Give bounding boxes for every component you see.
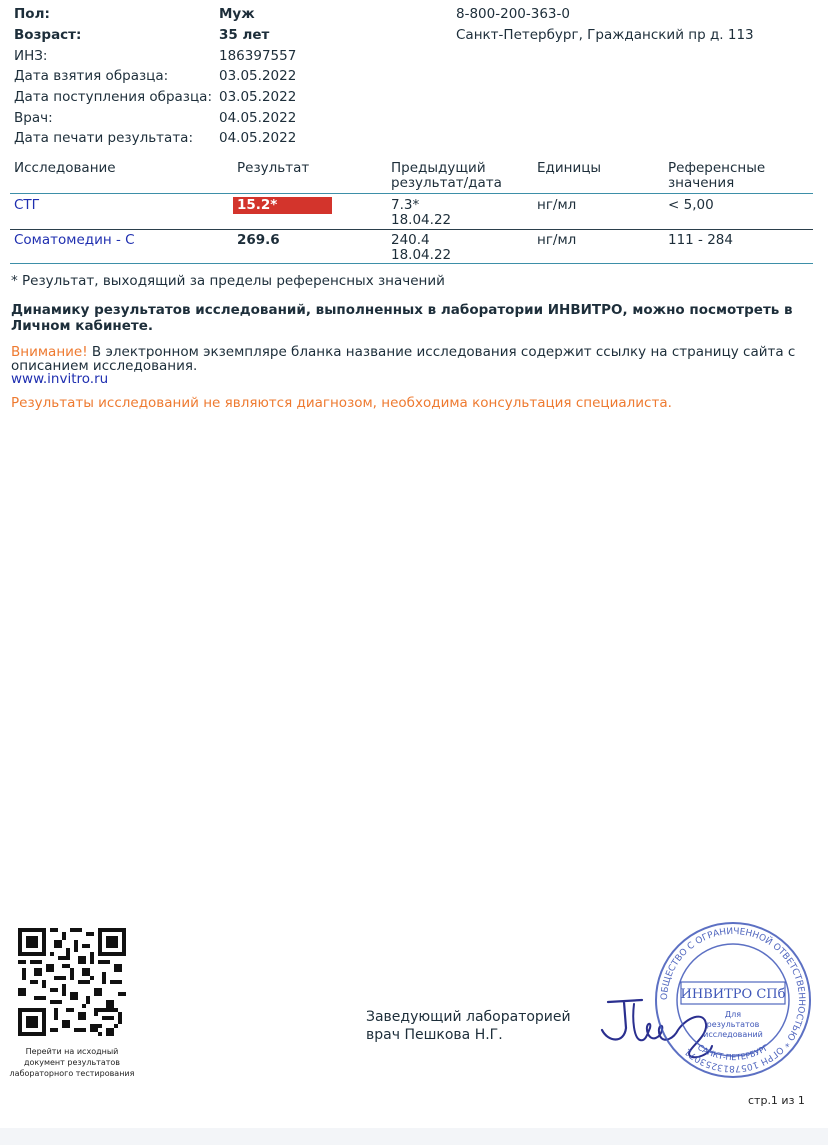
table-rule bbox=[10, 193, 813, 194]
prev-value: 240.4 bbox=[391, 232, 430, 248]
stamp-name: ИНВИТРО СПб bbox=[680, 987, 786, 1002]
disclaimer: Результаты исследований не являются диагнозом, необходима консультация специалиста. bbox=[11, 395, 672, 411]
col-header-previous-line2: результат/дата bbox=[391, 175, 502, 191]
inz-value: 186397557 bbox=[219, 48, 297, 64]
reference: 111 - 284 bbox=[668, 232, 733, 248]
result-flag-out-of-range: 15.2* bbox=[233, 197, 332, 214]
print-date-value: 04.05.2022 bbox=[219, 130, 297, 146]
col-header-previous bbox=[391, 161, 502, 191]
qr-caption: Перейти на исходный документ результатов лабораторного тестирования bbox=[9, 1047, 135, 1078]
test-link-stg[interactable]: СТГ bbox=[14, 197, 40, 213]
prev-date: 18.04.22 bbox=[391, 247, 452, 263]
footnote: * Результат, выходящий за пределы референсных значений bbox=[11, 273, 445, 289]
warning-text: В электронном экземпляре бланка название исследования содержит ссылку на страницу сайта с описанием исследования. bbox=[11, 344, 796, 374]
age-value: 35 лет bbox=[219, 27, 270, 43]
dynamics-note: Динамику результатов исследований, выполненных в лаборатории ИНВИТРО, можно посмотреть в Личном кабинете. bbox=[11, 302, 793, 334]
stamp-inner-2: результатов bbox=[706, 1020, 760, 1029]
stamp-city: САНКТ-ПЕТЕРБУРГ bbox=[695, 1042, 771, 1063]
inz-label: ИНЗ: bbox=[14, 48, 48, 64]
doctor-value: 04.05.2022 bbox=[219, 110, 297, 126]
prev-date: 18.04.22 bbox=[391, 212, 452, 228]
col-header-result: Результат bbox=[237, 160, 310, 176]
page-number: стр.1 из 1 bbox=[748, 1094, 805, 1107]
col-header-reference-line2: значения bbox=[668, 175, 735, 191]
units: нг/мл bbox=[537, 197, 577, 213]
reference: < 5,00 bbox=[668, 197, 714, 213]
sex-label: Пол: bbox=[14, 6, 50, 22]
company-stamp-icon bbox=[653, 920, 813, 1080]
stamp-inner-1: Для bbox=[724, 1010, 742, 1019]
age-label: Возраст: bbox=[14, 27, 82, 43]
sample-taken-label: Дата взятия образца: bbox=[14, 68, 169, 84]
col-header-test: Исследование bbox=[14, 160, 116, 176]
col-header-reference bbox=[668, 161, 765, 191]
sample-taken-value: 03.05.2022 bbox=[219, 68, 297, 84]
units: нг/мл bbox=[537, 232, 577, 248]
stamp-inner-3: исследований bbox=[703, 1030, 763, 1039]
prev-value: 7.3* bbox=[391, 197, 420, 213]
test-link-somatomedin[interactable]: Соматомедин - С bbox=[14, 232, 135, 248]
doctor-label: Врач: bbox=[14, 110, 53, 126]
sex-value: Муж bbox=[219, 6, 255, 22]
row-divider bbox=[10, 229, 813, 230]
result-value: 269.6 bbox=[237, 232, 280, 248]
print-date-label: Дата печати результата: bbox=[14, 130, 194, 146]
qr-code-icon[interactable] bbox=[18, 928, 126, 1036]
stamp-outer-text: ОБЩЕСТВО С ОГРАНИЧЕННОЙ ОТВЕТСТВЕННОСТЬЮ * ОГРН 1057813253071 bbox=[659, 926, 807, 1074]
col-header-previous-line1: Предыдущий bbox=[391, 160, 486, 176]
table-bottom-rule bbox=[10, 263, 813, 264]
cut-header-fragment bbox=[14, 0, 184, 2]
signature-title-line2: врач Пешкова Н.Г. bbox=[366, 1027, 503, 1043]
warning-note bbox=[11, 345, 816, 373]
signature-title bbox=[366, 1008, 571, 1044]
sample-received-value: 03.05.2022 bbox=[219, 89, 297, 105]
site-link[interactable]: www.invitro.ru bbox=[11, 371, 109, 387]
sample-received-label: Дата поступления образца: bbox=[14, 89, 212, 105]
col-header-reference-line1: Референсные bbox=[668, 160, 766, 176]
lab-phone: 8-800-200-363-0 bbox=[456, 6, 570, 22]
warning-prefix: Внимание! bbox=[11, 344, 88, 360]
signature-title-line1: Заведующий лабораторией bbox=[366, 1009, 571, 1025]
col-header-units: Единицы bbox=[537, 160, 602, 176]
lab-address: Санкт-Петербург, Гражданский пр д. 113 bbox=[456, 27, 754, 43]
